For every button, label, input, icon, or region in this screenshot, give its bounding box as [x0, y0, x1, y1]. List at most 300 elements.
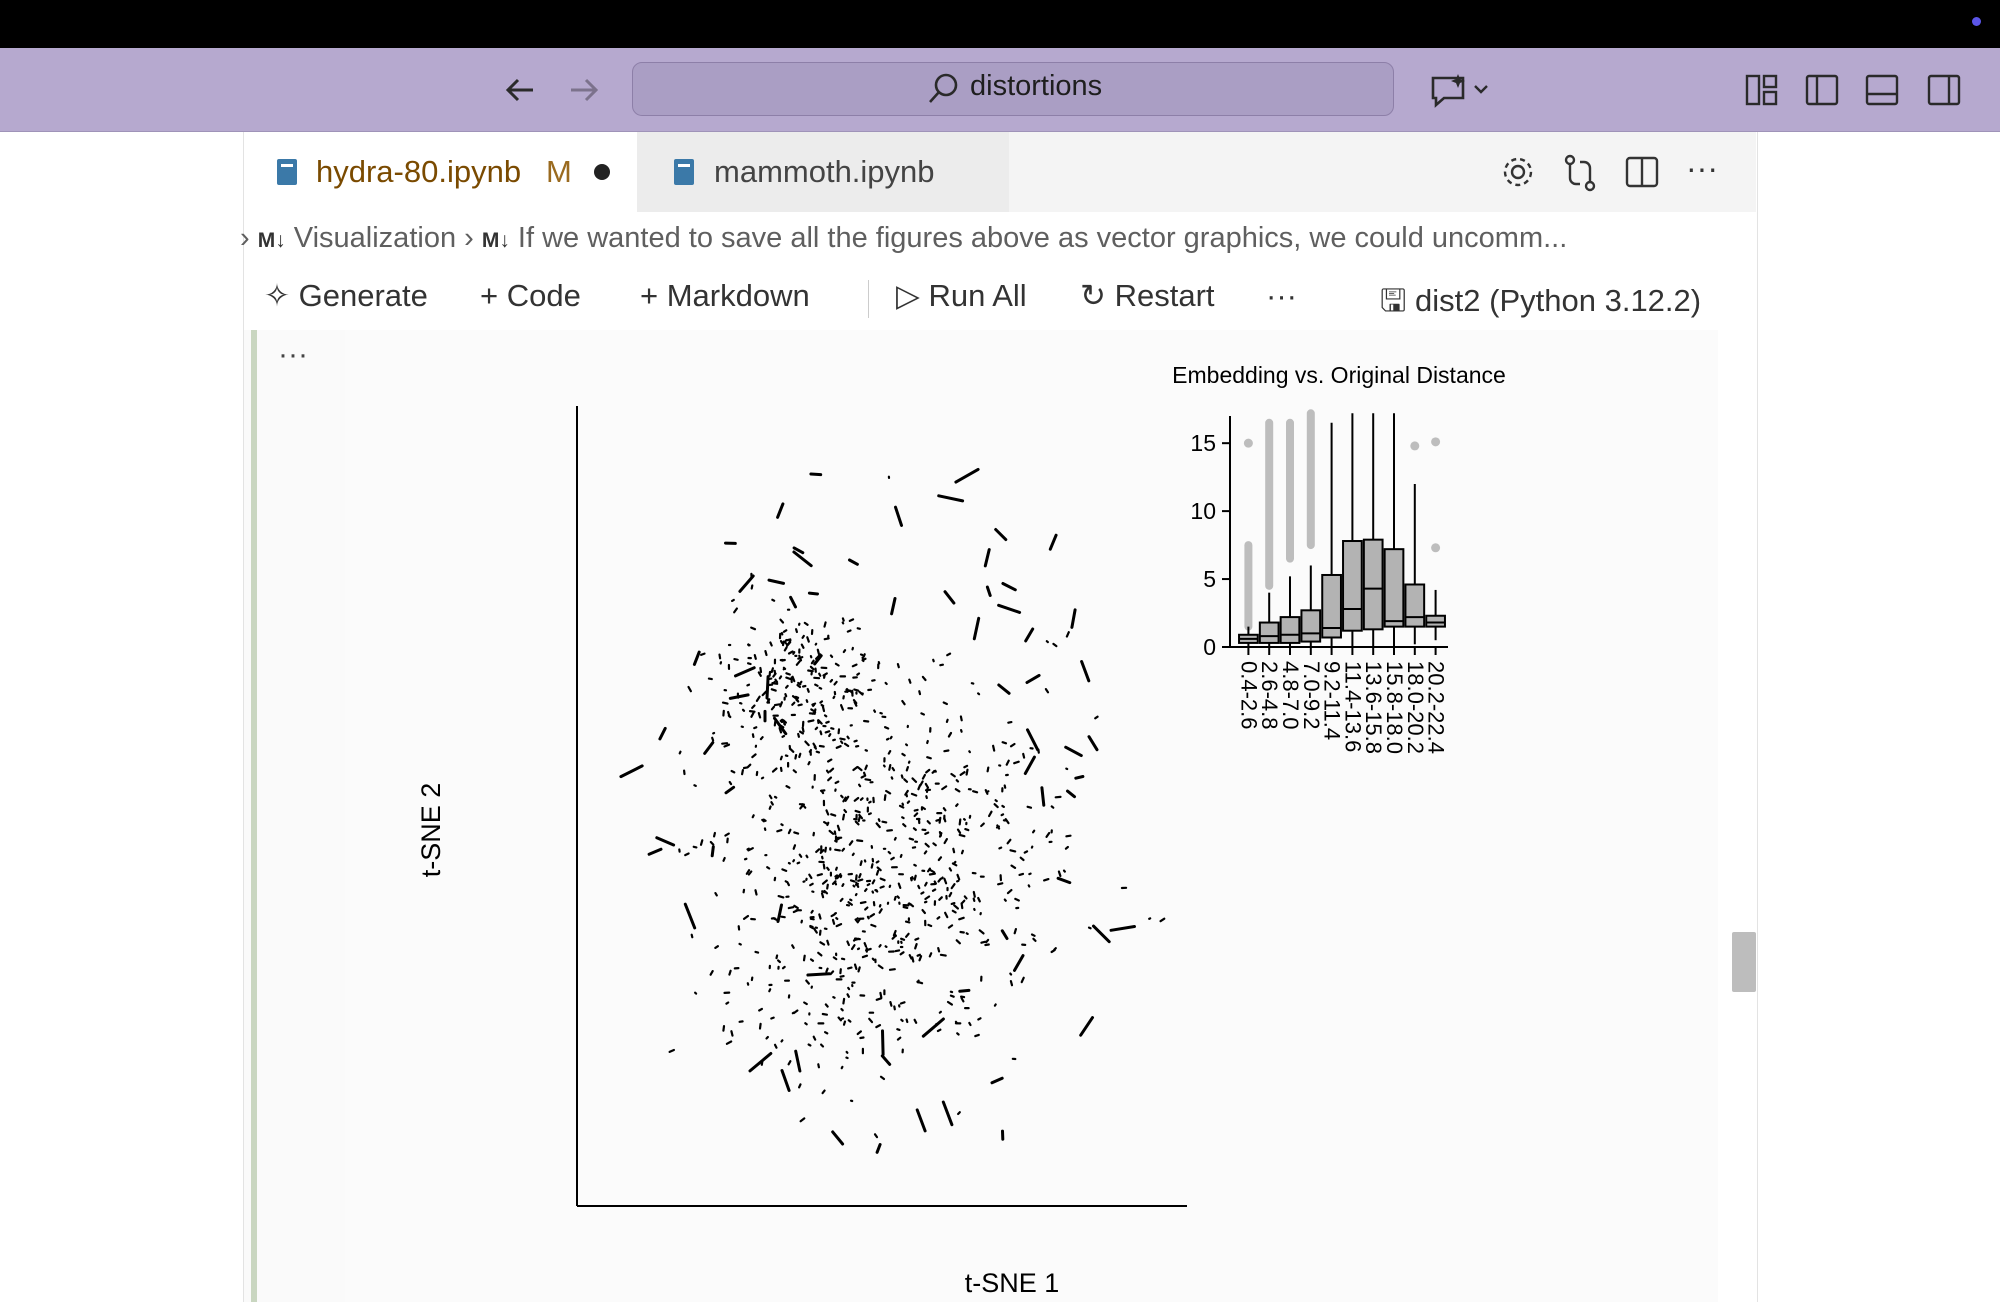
scatter-point [902, 817, 903, 818]
scatter-point [1044, 879, 1048, 880]
back-arrow-icon[interactable] [503, 72, 539, 117]
scatter-point [894, 1007, 895, 1010]
markdown-icon: M↓ [257, 229, 286, 252]
scatter-point [819, 914, 820, 918]
scatter-point [1028, 807, 1031, 808]
scatter-point [862, 776, 864, 777]
x-tick-label: 4.8-7.0 [1278, 661, 1303, 730]
scatter-point [957, 780, 958, 781]
customize-layout-icon[interactable] [1744, 72, 1780, 113]
scatter-point [811, 919, 814, 920]
restart-button[interactable] [1080, 278, 1215, 314]
scatter-point [915, 876, 916, 880]
box-plot-title: Embedding vs. Original Distance [1172, 362, 1506, 388]
scatter-point [998, 883, 1002, 884]
search-icon [926, 72, 960, 111]
scatter-point [807, 700, 808, 702]
scatter-point [874, 710, 875, 711]
scatter-point [956, 789, 960, 791]
scatter-point [858, 949, 859, 950]
scatter-point [857, 840, 862, 841]
scatter-point [903, 804, 904, 805]
scatter-point [752, 586, 753, 589]
scatter-point [933, 843, 935, 845]
split-editor-icon[interactable] [1624, 154, 1660, 195]
scatter-point [901, 1002, 905, 1003]
scatter-point [796, 629, 797, 632]
scatter-point [782, 869, 786, 871]
scatter-point [1058, 878, 1070, 882]
scatter-point [712, 738, 713, 741]
scatter-point [727, 1042, 731, 1044]
scatter-point [814, 1037, 816, 1040]
scatter-point [857, 674, 859, 675]
scatter-point [850, 560, 858, 564]
scatter-point [978, 898, 980, 901]
scatter-point [1025, 757, 1034, 773]
scatter-point [730, 695, 748, 699]
x-tick-label: 0.4-2.6 [1236, 661, 1262, 730]
scatter-point [962, 851, 963, 854]
scatter-point [856, 894, 857, 895]
scatter-point [771, 1018, 773, 1019]
scatter-point [907, 767, 908, 770]
scatter-point [1066, 847, 1068, 849]
scatter-point [856, 918, 858, 920]
scatter-point [785, 694, 786, 696]
scatter-point [856, 884, 858, 885]
scatter-point [793, 677, 795, 681]
scatter-point [949, 733, 951, 737]
scatter-point [864, 721, 868, 722]
scatter-point [1021, 858, 1024, 860]
code-label: Code [506, 278, 581, 313]
scatter-point [689, 687, 691, 691]
scatter-point [884, 766, 885, 767]
scatter-point [926, 770, 929, 773]
kernel-label: dist2 (Python 3.12.2) [1415, 283, 1702, 318]
scatter-point [926, 796, 927, 798]
scatter-point [744, 916, 748, 919]
breadcrumb-item[interactable]: Visualization [293, 222, 457, 254]
scatter-point [760, 1024, 761, 1029]
scatter-point [1072, 610, 1075, 628]
gear-icon[interactable] [1500, 154, 1536, 195]
scatter-point [974, 892, 975, 897]
scatter-point [748, 663, 751, 664]
run-all-button[interactable] [896, 278, 1027, 314]
scatter-point [1081, 1018, 1093, 1036]
scatter-point [841, 976, 844, 977]
scatter-point [996, 800, 997, 801]
scatter-point [1064, 871, 1065, 872]
scatter-point [800, 805, 803, 808]
scatter-point [709, 679, 712, 680]
scatter-point [756, 952, 759, 953]
scatter-point [795, 755, 796, 758]
scatter-point [763, 692, 766, 695]
scatter-point [895, 838, 896, 840]
scatter-point [912, 877, 913, 878]
scatter-point [836, 868, 837, 870]
scatter-point [769, 580, 784, 583]
scatter-point [923, 910, 925, 913]
scatter-point [841, 741, 842, 743]
scatter-point [1022, 978, 1024, 982]
scatter-point [810, 750, 811, 752]
scatter-point [825, 848, 826, 852]
scatter-point [925, 883, 926, 886]
scatter-point [812, 911, 813, 913]
scatter-point [885, 727, 888, 728]
forward-arrow-icon[interactable] [565, 72, 601, 117]
scatter-point [951, 996, 954, 997]
scatter-point [1002, 814, 1004, 815]
scatter-point [711, 842, 714, 845]
scatter-point [910, 955, 912, 958]
scatter-point [826, 1004, 828, 1006]
scatter-point [978, 693, 979, 694]
scatter-point [854, 690, 858, 691]
scatter-point [660, 728, 665, 739]
scatter-point [827, 771, 828, 773]
scatter-point [797, 661, 800, 665]
scatter-point [754, 727, 756, 728]
scatter-point [831, 728, 833, 729]
kernel-icon: 🖫 [1380, 283, 1407, 318]
scatter-point [886, 946, 887, 947]
scatter-point [1023, 754, 1024, 758]
scatter-point [980, 930, 984, 933]
scatter-point [821, 1045, 823, 1047]
scatter-point [989, 812, 991, 816]
scatter-point [816, 728, 817, 729]
scatter-point [877, 861, 879, 862]
scatter-point [748, 765, 750, 767]
scatter-point [765, 651, 766, 655]
toggle-secondary-sidebar-icon[interactable] [1926, 72, 1962, 113]
scatter-point [839, 1018, 841, 1021]
cell-more-actions-icon[interactable]: ··· [278, 338, 308, 371]
scatter-point [777, 956, 778, 959]
scatter-point [925, 902, 926, 903]
scatter-point [960, 820, 961, 825]
scatter-point [797, 700, 798, 701]
scatter-point [986, 940, 988, 942]
toolbar-more-icon[interactable]: ··· [1266, 278, 1297, 313]
scatter-point [801, 682, 802, 683]
scatter-point [809, 593, 817, 594]
scatter-point [793, 652, 794, 654]
kernel-picker[interactable] [1380, 278, 1701, 331]
scatter-point [893, 936, 896, 939]
scatter-point [794, 845, 795, 849]
scatter-point [771, 802, 772, 804]
scatter-point [945, 839, 947, 843]
scatter-point [847, 942, 849, 946]
scatter-point [785, 647, 787, 650]
scatter-point [850, 841, 853, 844]
scatter-point [1059, 872, 1061, 877]
scatter-point [1015, 929, 1016, 933]
scatter-point [748, 645, 749, 646]
scatter-point [985, 550, 989, 566]
scatter-point [858, 1031, 861, 1034]
scatter-point [833, 997, 834, 998]
scatter-point [750, 711, 755, 712]
scatter-point [831, 971, 834, 974]
scatter-point [864, 773, 865, 776]
scatter-point [961, 717, 962, 721]
scatter-point [881, 1077, 884, 1079]
scatter-point [1006, 819, 1009, 823]
scatter-point [861, 902, 866, 903]
scatter-point [752, 706, 754, 708]
scatter-point [877, 871, 878, 875]
breadcrumb-item[interactable]: If we wanted to save all the figures above as vector graphics, we could uncomm... [517, 222, 1568, 254]
sparkle-icon: ✧ [264, 278, 290, 313]
scatter-point [864, 654, 865, 656]
scatter-point [925, 897, 929, 900]
scatter-point [755, 655, 756, 659]
scatter-point [835, 850, 840, 851]
scatter-point [1052, 806, 1054, 807]
restart-icon: ↻ [1080, 278, 1106, 313]
scatter-point [712, 847, 713, 856]
scatter-point [1025, 851, 1027, 852]
scatter-point [740, 944, 741, 945]
scatter-point [742, 770, 743, 774]
scatter-point [680, 752, 681, 754]
scatter-point [962, 904, 963, 909]
scatter-point [898, 896, 899, 897]
scatter-point [843, 618, 844, 620]
run-all-label: Run All [928, 278, 1027, 313]
scatter-point [825, 622, 826, 626]
toggle-panel-icon[interactable] [1864, 72, 1900, 113]
scatter-point [893, 768, 895, 770]
scatter-point [836, 664, 839, 666]
scatter-point [805, 742, 808, 746]
scatter-point [1094, 926, 1110, 942]
scatter-point [898, 1038, 900, 1040]
scatter-point [926, 784, 928, 788]
scatter-point [903, 824, 905, 826]
scatter-point [915, 939, 918, 940]
scatter-point [859, 817, 860, 821]
scatter-point [829, 734, 830, 736]
copilot-icon[interactable] [1430, 72, 1490, 115]
scatter-point [850, 900, 851, 901]
scatter-point [956, 804, 957, 806]
scatter-point [841, 705, 843, 710]
scatter-point [956, 1022, 957, 1023]
box-marks [1239, 413, 1445, 647]
scatter-point [726, 1003, 728, 1004]
scatter-point [732, 771, 735, 772]
scatter-point [835, 875, 837, 876]
scatter-point [978, 1018, 980, 1019]
scatter-point [799, 754, 800, 757]
scatter-point [685, 904, 694, 928]
scatter-point [809, 875, 811, 878]
scatter-point [858, 767, 862, 770]
scatter-point [806, 981, 809, 984]
scatter-point [859, 692, 862, 695]
scatter-point [928, 925, 931, 926]
scatter-point [715, 893, 716, 895]
scatter-point [901, 939, 904, 940]
scatter-point [902, 775, 903, 777]
scatter-point [823, 1014, 827, 1015]
scatter-point [781, 824, 782, 825]
scatter-point [969, 1023, 970, 1025]
scatter-point [799, 1084, 800, 1087]
scatter-point [841, 1009, 842, 1010]
scatter-point [692, 935, 693, 938]
scrollbar-thumb[interactable] [1732, 932, 1756, 992]
scatter-point [954, 905, 958, 908]
scatter-point [799, 656, 801, 661]
scatter-point [917, 1110, 925, 1131]
scatter-point [830, 831, 834, 834]
scatter-point [858, 919, 860, 921]
scatter-point [779, 896, 784, 897]
scatter-point [948, 1002, 952, 1005]
scatter-point [912, 957, 913, 961]
scatter-point [981, 824, 984, 826]
scatter-point [782, 1040, 783, 1041]
x-tick-label: 15.8-18.0 [1382, 661, 1407, 754]
scatter-point [826, 722, 828, 723]
scatter-point [788, 883, 789, 885]
scatter-point [930, 953, 931, 956]
scatter-point [853, 767, 857, 770]
scatter-point [836, 918, 837, 919]
scatter-point [1066, 747, 1082, 755]
scatter-point [854, 886, 855, 887]
scatter-point [896, 507, 902, 525]
outlier-point [1410, 441, 1419, 450]
scatter-point [933, 890, 935, 891]
scatter-point [798, 685, 801, 687]
scatter-point [820, 942, 824, 944]
scatter-point [985, 945, 988, 946]
scatter-point [835, 841, 836, 842]
scatter-point [1161, 919, 1165, 922]
scatter-point [848, 988, 849, 989]
scatter-point [783, 967, 785, 968]
scatter-point [809, 762, 810, 764]
scatter-point [845, 744, 848, 746]
scatter-point [835, 832, 836, 835]
scatter-point [858, 880, 862, 881]
chevron-right-icon: › [464, 222, 482, 254]
plus-icon: + [640, 278, 659, 313]
scatter-point [834, 957, 837, 959]
scatter-point [808, 974, 829, 975]
right-margin [1757, 132, 2000, 1302]
scatter-point [789, 830, 791, 833]
scatter-point [920, 956, 922, 960]
scatter-point [798, 734, 799, 737]
breadcrumb [240, 222, 1567, 255]
scatter-point [950, 868, 951, 870]
scatter-point [794, 832, 798, 833]
scatter-point [866, 779, 871, 780]
scatter-point [872, 864, 873, 867]
add-markdown-button[interactable] [640, 278, 810, 314]
scatter-point [961, 730, 962, 732]
generate-button[interactable] [264, 278, 428, 314]
scatter-point [981, 942, 985, 943]
scatter-point [818, 953, 821, 956]
scatter-point [877, 890, 878, 891]
scatter-point [1028, 730, 1038, 750]
scatter-point [876, 1025, 880, 1027]
scatter-point [995, 804, 998, 807]
scatter-point [849, 1020, 851, 1021]
scatter-point [902, 754, 904, 756]
toggle-primary-sidebar-icon[interactable] [1804, 72, 1840, 113]
scatter-point [794, 770, 796, 772]
scatter-point [906, 744, 907, 745]
scatter-point [892, 777, 893, 778]
scatter-point [1033, 831, 1034, 833]
scatter-point [770, 796, 772, 799]
scatter-point [944, 751, 948, 752]
scatter-point [762, 778, 763, 779]
scatter-point [940, 1012, 941, 1013]
menu-bar [0, 0, 2000, 48]
cell-focus-indicator[interactable] [251, 330, 257, 1302]
y-axis-label: t-SNE 2 [416, 782, 446, 878]
scatter-point [999, 848, 1001, 849]
scatter-point [771, 671, 772, 672]
scatter-point [1012, 866, 1016, 868]
scatter-point [914, 828, 916, 830]
x-tick-label: 18.0-20.2 [1402, 661, 1428, 754]
unsaved-dot-icon[interactable] [594, 164, 610, 180]
scatter-point [772, 600, 774, 601]
add-code-button[interactable] [480, 278, 581, 314]
more-actions-icon[interactable]: ··· [1686, 150, 1718, 186]
scatter-point [694, 785, 695, 786]
scatter-point [760, 668, 761, 672]
scatter-point [803, 686, 805, 687]
scatter-point [999, 605, 1020, 612]
scatter-point [621, 766, 642, 777]
scatter-point [841, 876, 842, 877]
scatter-point [1011, 981, 1012, 985]
scatter-point [811, 474, 821, 475]
scatter-point [789, 907, 793, 908]
left-margin [0, 132, 244, 1302]
scatter-point [844, 1022, 845, 1025]
scatter-point [953, 911, 956, 913]
scatter-point [778, 905, 782, 922]
scatter-point [1027, 675, 1039, 682]
scatter-point [827, 885, 828, 889]
scatter-point [1089, 737, 1097, 750]
scatter-point [959, 918, 964, 920]
compare-changes-icon[interactable] [1562, 154, 1598, 197]
box [1301, 610, 1320, 641]
scatter-point [861, 861, 862, 865]
scatter-point [734, 609, 737, 613]
box-plot [1172, 362, 1506, 754]
scatter-point [781, 641, 782, 643]
